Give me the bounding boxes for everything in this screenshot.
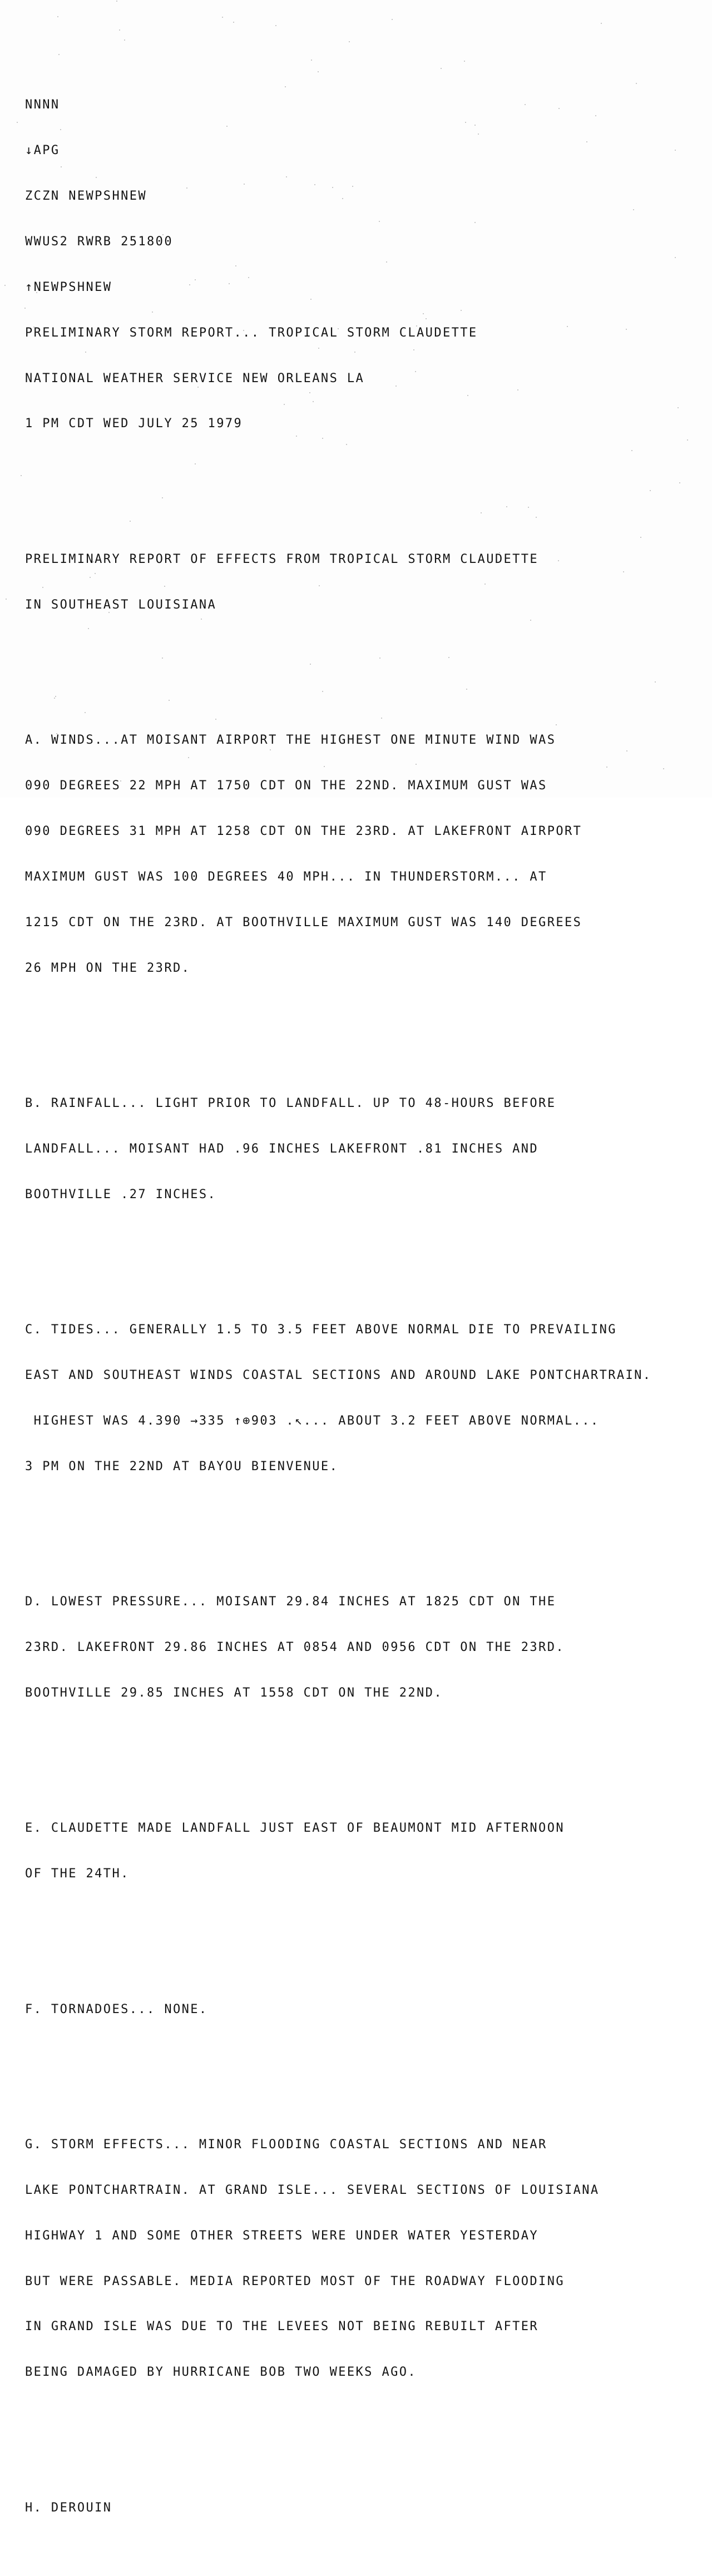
storm-report-text [25,37,651,2576]
section-rainfall [25,1065,651,1232]
section-tornadoes [25,1971,651,2047]
header-line: ↓APG [25,144,60,158]
section-line: 090 DEGREES 22 MPH AT 1750 CDT ON THE 22ND. MAXIMUM GUST WAS [25,778,547,793]
header-line: NNNN [25,98,60,112]
signature: H. DEROUIN [25,2500,112,2515]
section-line: IN GRAND ISLE WAS DUE TO THE LEVEES NOT BEING REBUILT AFTER [25,2320,539,2334]
section-line: G. STORM EFFECTS... MINOR FLOODING COASTAL SECTIONS AND NEAR [25,2137,547,2152]
section-line: OF THE 24TH. [25,1867,130,1881]
section-line: 23RD. LAKEFRONT 29.86 INCHES AT 0854 AND 0956 CDT ON THE 23RD. [25,1640,565,1654]
paper-speck [663,768,664,769]
issue-time: 1 PM CDT WED JULY 25 1979 [25,417,243,431]
section-line: HIGHWAY 1 AND SOME OTHER STREETS WERE UNDER WATER YESTERDAY [25,2228,539,2243]
section-line: LANDFALL... MOISANT HAD .96 INCHES LAKEFRONT .81 INCHES AND [25,1141,539,1156]
issuing-office: NATIONAL WEATHER SERVICE NEW ORLEANS LA [25,371,365,385]
header-line: ↑NEWPSHNEW [25,280,112,294]
section-line: BUT WERE PASSABLE. MEDIA REPORTED MOST OF THE ROADWAY FLOODING [25,2274,565,2288]
section-lowest-pressure [25,1564,651,1731]
section-line: E. CLAUDETTE MADE LANDFALL JUST EAST OF BEAUMONT MID AFTERNOON [25,1821,565,1836]
section-winds [25,702,651,1006]
section-line: 26 MPH ON THE 23RD. [25,961,191,975]
paper-speck [392,19,393,20]
section-line: F. TORNADOES... NONE. [25,2002,208,2016]
paper-speck [4,285,6,286]
paper-speck [675,150,676,151]
paper-speck [6,599,7,600]
section-line: BOOTHVILLE 29.85 INCHES AT 1558 CDT ON THE 22ND. [25,1685,443,1700]
intro-block [25,521,651,642]
section-line: EAST AND SOUTHEAST WINDS COASTAL SECTIONS AND AROUND LAKE PONTCHARTRAIN. [25,1368,652,1382]
paper-speck [57,16,58,17]
section-line: BOOTHVILLE .27 INCHES. [25,1187,217,1202]
paper-speck [678,407,679,408]
paper-speck [222,17,223,18]
paper-speck [687,439,688,441]
header-line: ZCZN NEWPSHNEW [25,189,147,203]
section-line: C. TIDES... GENERALLY 1.5 TO 3.5 FEET ABOVE NORMAL DIE TO PREVAILING [25,1323,617,1337]
section-line: MAXIMUM GUST WAS 100 DEGREES 40 MPH... IN THUNDERSTORM... AT [25,869,547,884]
section-landfall [25,1791,651,1912]
paper-speck [21,475,22,476]
section-line: D. LOWEST PRESSURE... MOISANT 29.84 INCHES AT 1825 CDT ON THE [25,1595,556,1609]
paper-speck [17,122,18,123]
section-storm-effects [25,2107,651,2410]
section-line: 3 PM ON THE 22ND AT BAYOU BIENVENUE. [25,1459,339,1474]
header-line: WWUS2 RWRB 251800 [25,234,173,249]
section-line: 090 DEGREES 31 MPH AT 1258 CDT ON THE 23RD. AT LAKEFRONT AIRPORT [25,824,582,838]
section-line: LAKE PONTCHARTRAIN. AT GRAND ISLE... SEVERAL SECTIONS OF LOUISIANA [25,2183,600,2197]
paper-speck [119,29,120,31]
paper-speck [116,1,117,2]
intro-line: IN SOUTHEAST LOUISIANA [25,597,217,612]
section-line: B. RAINFALL... LIGHT PRIOR TO LANDFALL. UP TO 48-HOURS BEFORE [25,1096,556,1110]
intro-line: PRELIMINARY REPORT OF EFFECTS FROM TROPICAL STORM CLAUDETTE [25,552,539,566]
paper-speck [233,22,234,23]
section-line: A. WINDS...AT MOISANT AIRPORT THE HIGHEST ONE MINUTE WIND WAS [25,733,556,748]
section-line: BEING DAMAGED BY HURRICANE BOB TWO WEEKS AGO. [25,2365,417,2380]
section-line: 1215 CDT ON THE 23RD. AT BOOTHVILLE MAXIMUM GUST WAS 140 DEGREES [25,915,582,929]
report-title: PRELIMINARY STORM REPORT... TROPICAL STORM CLAUDETTE [25,325,478,340]
paper-speck [675,257,676,258]
header-block [25,67,651,462]
paper-speck [679,482,680,483]
paper-speck [275,25,276,26]
section-line: HIGHEST WAS 4.390 →335 ↑⊕903 .↖... ABOUT 3.2 FEET ABOVE NORMAL... [25,1413,600,1428]
section-tides [25,1292,651,1504]
paper-speck [601,23,602,24]
paper-speck [655,681,656,683]
signature-block [25,2470,651,2545]
